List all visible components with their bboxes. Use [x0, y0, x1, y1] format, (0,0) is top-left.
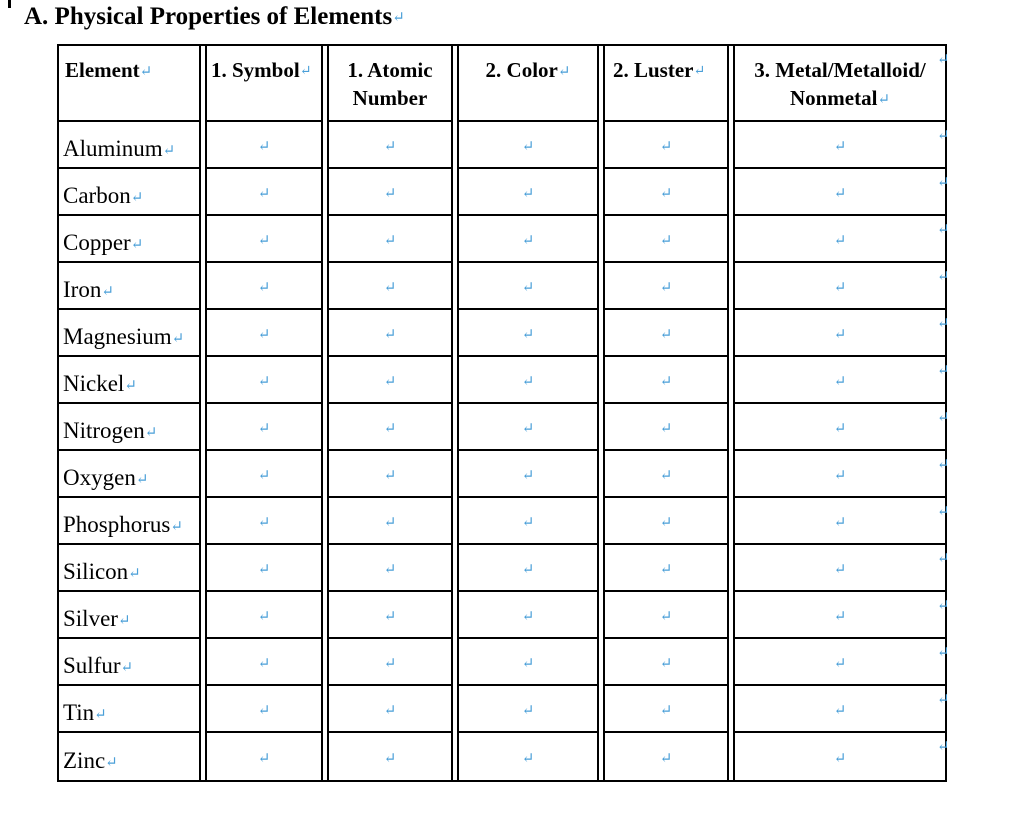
atomic-number-cell[interactable]: [327, 357, 453, 404]
paragraph-mark-icon: ↵: [521, 279, 535, 296]
paragraph-mark-icon: ↵: [659, 514, 673, 531]
paragraph-mark-icon: ↵: [383, 750, 397, 767]
row-end-mark-icon: ↵: [937, 222, 950, 238]
atomic-number-cell[interactable]: [327, 498, 453, 545]
paragraph-mark-icon: ↵: [383, 232, 397, 249]
paragraph-mark-icon: ↵: [833, 420, 847, 437]
row-end-mark-icon: ↵: [937, 410, 950, 426]
paragraph-mark-icon: ↵: [659, 420, 673, 437]
table-row: [57, 169, 947, 216]
classification-cell[interactable]: [733, 357, 947, 404]
paragraph-mark-icon: ↵: [521, 561, 535, 578]
paragraph-mark-icon: ↵: [659, 655, 673, 672]
luster-cell[interactable]: [603, 357, 729, 404]
row-end-mark-icon: ↵: [937, 551, 950, 567]
paragraph-mark-icon: ↵: [383, 185, 397, 202]
classification-cell[interactable]: [733, 451, 947, 498]
paragraph-mark-icon: ↵: [521, 373, 535, 390]
paragraph-mark-icon: ↵: [521, 326, 535, 343]
header-atomic-number: 1. Atomic Number: [327, 46, 453, 122]
atomic-number-cell[interactable]: [327, 592, 453, 639]
paragraph-mark-icon: ↵: [392, 10, 405, 27]
element-name-cell: Copper↵: [57, 216, 201, 263]
paragraph-mark-icon: ↵: [383, 467, 397, 484]
element-name-cell: Oxygen↵: [57, 451, 201, 498]
header-luster: 2. Luster↵: [603, 46, 729, 122]
table-row: [57, 639, 947, 686]
row-end-mark-icon: ↵: [937, 692, 950, 708]
classification-cell[interactable]: [733, 404, 947, 451]
paragraph-mark-icon: ↵: [659, 750, 673, 767]
table-row: [57, 404, 947, 451]
header-classification: 3. Metal/Metalloid/ Nonmetal↵: [733, 46, 947, 122]
atomic-number-cell[interactable]: [327, 263, 453, 310]
atomic-number-cell[interactable]: [327, 639, 453, 686]
paragraph-mark-icon: ↵: [383, 608, 397, 625]
color-cell[interactable]: [457, 216, 599, 263]
luster-cell[interactable]: [603, 216, 729, 263]
paragraph-mark-icon: ↵: [257, 373, 271, 390]
paragraph-mark-icon: ↵: [833, 702, 847, 719]
paragraph-mark-icon: ↵: [521, 702, 535, 719]
element-name-cell: Tin↵: [57, 686, 201, 733]
paragraph-mark-icon: ↵: [257, 232, 271, 249]
atomic-number-cell[interactable]: [327, 686, 453, 733]
paragraph-mark-icon: ↵: [257, 420, 271, 437]
classification-cell[interactable]: [733, 169, 947, 216]
symbol-cell[interactable]: [205, 498, 323, 545]
classification-cell[interactable]: [733, 686, 947, 733]
classification-cell[interactable]: [733, 733, 947, 780]
element-name-cell: Iron↵: [57, 263, 201, 310]
paragraph-mark-icon: ↵: [257, 514, 271, 531]
paragraph-mark-icon: ↵: [383, 138, 397, 155]
paragraph-mark-icon: ↵: [833, 373, 847, 390]
paragraph-mark-icon: ↵: [383, 655, 397, 672]
symbol-cell[interactable]: [205, 310, 323, 357]
paragraph-mark-icon: ↵: [659, 138, 673, 155]
element-name-cell: Aluminum↵: [57, 122, 201, 169]
paragraph-mark-icon: ↵: [257, 702, 271, 719]
color-cell[interactable]: [457, 310, 599, 357]
paragraph-mark-icon: ↵: [521, 138, 535, 155]
luster-cell[interactable]: [603, 545, 729, 592]
symbol-cell[interactable]: [205, 545, 323, 592]
paragraph-mark-icon: ↵: [833, 185, 847, 202]
paragraph-mark-icon: ↵: [257, 467, 271, 484]
classification-cell[interactable]: [733, 310, 947, 357]
symbol-cell[interactable]: [205, 686, 323, 733]
table-row: [57, 733, 947, 780]
color-cell[interactable]: [457, 122, 599, 169]
paragraph-mark-icon: ↵: [833, 514, 847, 531]
paragraph-mark-icon: ↵: [833, 138, 847, 155]
luster-cell[interactable]: [603, 122, 729, 169]
paragraph-mark-icon: ↵: [521, 185, 535, 202]
table-row: [57, 263, 947, 310]
table-row: [57, 592, 947, 639]
paragraph-mark-icon: ↵: [257, 138, 271, 155]
row-end-mark-icon: ↵: [937, 128, 950, 144]
element-name-cell: Carbon↵: [57, 169, 201, 216]
paragraph-mark-icon: ↵: [659, 467, 673, 484]
luster-cell[interactable]: [603, 733, 729, 780]
luster-cell[interactable]: [603, 592, 729, 639]
row-end-mark-icon: ↵: [937, 504, 950, 520]
table-row: [57, 545, 947, 592]
color-cell[interactable]: [457, 169, 599, 216]
color-cell[interactable]: [457, 592, 599, 639]
luster-cell[interactable]: [603, 498, 729, 545]
color-cell[interactable]: [457, 263, 599, 310]
header-element: Element↵: [57, 46, 201, 122]
table-row: [57, 122, 947, 169]
symbol-cell[interactable]: [205, 357, 323, 404]
element-name-cell: Silver↵: [57, 592, 201, 639]
symbol-cell[interactable]: [205, 169, 323, 216]
paragraph-mark-icon: ↵: [659, 373, 673, 390]
symbol-cell[interactable]: [205, 451, 323, 498]
color-cell[interactable]: [457, 357, 599, 404]
paragraph-mark-icon: ↵: [833, 750, 847, 767]
atomic-number-cell[interactable]: [327, 545, 453, 592]
classification-cell[interactable]: [733, 122, 947, 169]
atomic-number-cell[interactable]: [327, 310, 453, 357]
table-row: [57, 216, 947, 263]
paragraph-mark-icon: ↵: [659, 702, 673, 719]
paragraph-mark-icon: ↵: [383, 326, 397, 343]
paragraph-mark-icon: ↵: [833, 232, 847, 249]
element-name-cell: Phosphorus↵: [57, 498, 201, 545]
paragraph-mark-icon: ↵: [521, 232, 535, 249]
paragraph-mark-icon: ↵: [659, 232, 673, 249]
row-end-mark-icon: ↵: [937, 316, 950, 332]
cursor-mark: [8, 0, 11, 8]
symbol-cell[interactable]: [205, 733, 323, 780]
luster-cell[interactable]: [603, 263, 729, 310]
paragraph-mark-icon: ↵: [257, 185, 271, 202]
paragraph-mark-icon: ↵: [521, 467, 535, 484]
paragraph-mark-icon: ↵: [833, 279, 847, 296]
paragraph-mark-icon: ↵: [383, 514, 397, 531]
paragraph-mark-icon: ↵: [257, 655, 271, 672]
paragraph-mark-icon: ↵: [833, 561, 847, 578]
header-color: 2. Color↵: [457, 46, 599, 122]
luster-cell[interactable]: [603, 404, 729, 451]
color-cell[interactable]: [457, 686, 599, 733]
paragraph-mark-icon: ↵: [659, 326, 673, 343]
luster-cell[interactable]: [603, 169, 729, 216]
properties-table: [57, 44, 947, 782]
color-cell[interactable]: [457, 639, 599, 686]
element-name-cell: Sulfur↵: [57, 639, 201, 686]
color-cell[interactable]: [457, 733, 599, 780]
atomic-number-cell[interactable]: [327, 122, 453, 169]
paragraph-mark-icon: ↵: [257, 608, 271, 625]
paragraph-mark-icon: ↵: [521, 655, 535, 672]
header-row: [57, 46, 947, 122]
row-end-mark-icon: ↵: [937, 52, 950, 68]
element-name-cell: Silicon↵: [57, 545, 201, 592]
table-row: [57, 686, 947, 733]
row-end-mark-icon: ↵: [937, 739, 950, 755]
page-title: A. Physical Properties of Elements↵: [24, 2, 405, 33]
paragraph-mark-icon: ↵: [257, 561, 271, 578]
element-name-cell: Nickel↵: [57, 357, 201, 404]
symbol-cell[interactable]: [205, 122, 323, 169]
row-end-mark-icon: ↵: [937, 363, 950, 379]
table-row: [57, 357, 947, 404]
paragraph-mark-icon: ↵: [521, 750, 535, 767]
color-cell[interactable]: [457, 545, 599, 592]
table-row: [57, 310, 947, 357]
paragraph-mark-icon: ↵: [659, 185, 673, 202]
paragraph-mark-icon: ↵: [521, 608, 535, 625]
paragraph-mark-icon: ↵: [659, 608, 673, 625]
symbol-cell[interactable]: [205, 639, 323, 686]
symbol-cell[interactable]: [205, 404, 323, 451]
classification-cell[interactable]: [733, 216, 947, 263]
paragraph-mark-icon: ↵: [383, 373, 397, 390]
symbol-cell[interactable]: [205, 216, 323, 263]
atomic-number-cell[interactable]: [327, 451, 453, 498]
classification-cell[interactable]: [733, 263, 947, 310]
color-cell[interactable]: [457, 404, 599, 451]
row-end-mark-icon: ↵: [937, 598, 950, 614]
row-end-mark-icon: ↵: [937, 175, 950, 191]
atomic-number-cell[interactable]: [327, 216, 453, 263]
header-symbol: 1. Symbol↵: [205, 46, 323, 122]
element-name-cell: Zinc↵: [57, 733, 201, 780]
color-cell[interactable]: [457, 451, 599, 498]
classification-cell[interactable]: [733, 498, 947, 545]
luster-cell[interactable]: [603, 310, 729, 357]
table-row: [57, 498, 947, 545]
paragraph-mark-icon: ↵: [659, 561, 673, 578]
atomic-number-cell[interactable]: [327, 404, 453, 451]
luster-cell[interactable]: [603, 451, 729, 498]
paragraph-mark-icon: ↵: [257, 279, 271, 296]
paragraph-mark-icon: ↵: [659, 279, 673, 296]
paragraph-mark-icon: ↵: [383, 561, 397, 578]
element-name-cell: Magnesium↵: [57, 310, 201, 357]
paragraph-mark-icon: ↵: [521, 514, 535, 531]
paragraph-mark-icon: ↵: [383, 702, 397, 719]
classification-cell[interactable]: [733, 639, 947, 686]
paragraph-mark-icon: ↵: [833, 326, 847, 343]
paragraph-mark-icon: ↵: [383, 279, 397, 296]
luster-cell[interactable]: [603, 686, 729, 733]
paragraph-mark-icon: ↵: [833, 467, 847, 484]
classification-cell[interactable]: [733, 545, 947, 592]
row-end-mark-icon: ↵: [937, 645, 950, 661]
paragraph-mark-icon: ↵: [257, 750, 271, 767]
symbol-cell[interactable]: [205, 263, 323, 310]
classification-cell[interactable]: [733, 592, 947, 639]
atomic-number-cell[interactable]: [327, 733, 453, 780]
paragraph-mark-icon: ↵: [257, 326, 271, 343]
symbol-cell[interactable]: [205, 592, 323, 639]
color-cell[interactable]: [457, 498, 599, 545]
luster-cell[interactable]: [603, 639, 729, 686]
element-name-cell: Nitrogen↵: [57, 404, 201, 451]
row-end-mark-icon: ↵: [937, 269, 950, 285]
atomic-number-cell[interactable]: [327, 169, 453, 216]
paragraph-mark-icon: ↵: [521, 420, 535, 437]
table-row: [57, 451, 947, 498]
paragraph-mark-icon: ↵: [383, 420, 397, 437]
paragraph-mark-icon: ↵: [833, 655, 847, 672]
row-end-mark-icon: ↵: [937, 457, 950, 473]
paragraph-mark-icon: ↵: [833, 608, 847, 625]
